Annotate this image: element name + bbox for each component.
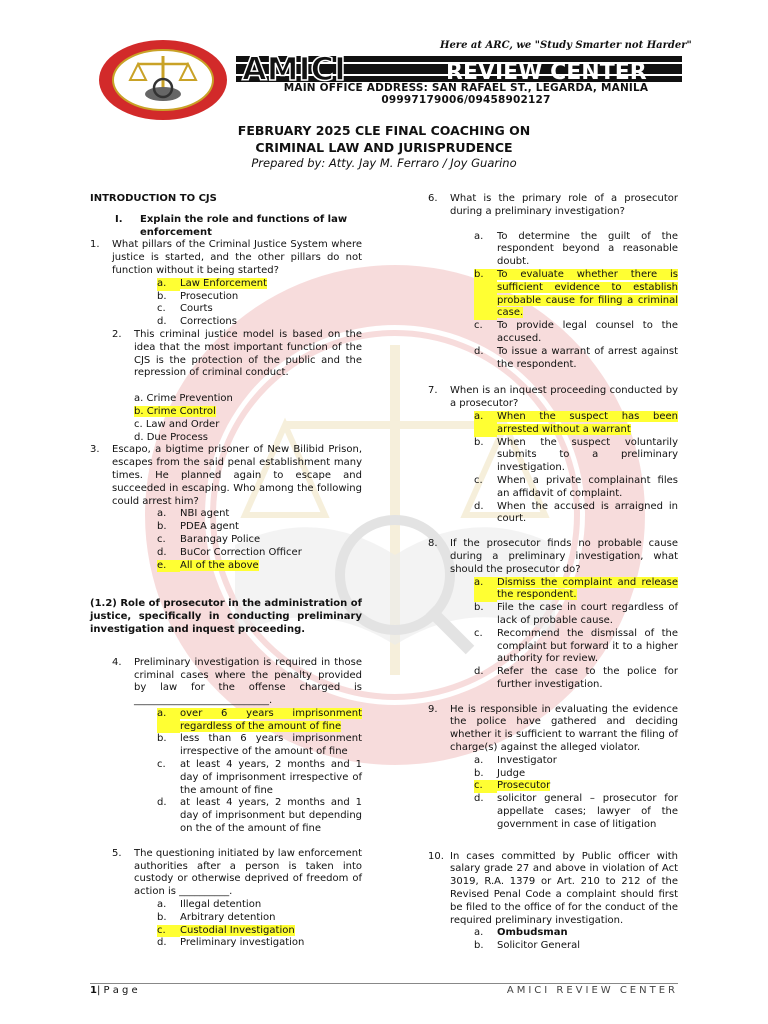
- option-text: Barangay Police: [180, 533, 261, 545]
- option-text: File the case in court regardless of lack of probable cause.: [497, 602, 678, 626]
- option-text: Refer the case to the police for further investigation.: [497, 666, 678, 690]
- answer-option: [474, 793, 678, 831]
- option-text: Recommend the dismissal of the complaint but forward it to a higher authority for review.: [497, 627, 678, 665]
- answer-option: [474, 411, 678, 437]
- option-text: Arbitrary detention: [180, 911, 276, 923]
- question-1-options: [157, 278, 362, 329]
- option-letter: b.: [474, 269, 497, 320]
- option-text: Illegal detention: [180, 899, 262, 911]
- option-text: at least 4 years, 2 months and 1 day of imprisonment but depending on the of the amount of fine: [180, 797, 362, 835]
- option-text: Judge: [497, 767, 526, 779]
- answer-option: [474, 320, 678, 346]
- question-3-options: [157, 508, 362, 572]
- answer-option: [157, 925, 362, 938]
- question-10: 10. In cases committed by Public officer with salary grade 27 and above in violation of Act 3019, R.A. 1379 or Art. 210 to 212 of the Revised Penal Code a complaint should first be filed to the office of for the conduct of the required preliminary investigation.: [428, 850, 678, 926]
- option-text: c. Law and Order: [134, 418, 220, 430]
- option-text: To provide legal counsel to the accused.: [497, 320, 678, 344]
- option-text: Prosecution: [180, 290, 239, 302]
- answer-option: [474, 437, 678, 475]
- answer-option: [157, 534, 362, 547]
- option-text: When the suspect has been arrested without a warrant: [497, 410, 678, 435]
- question-7: 7. When is an inquest proceeding conducted by a prosecutor?: [428, 385, 678, 410]
- option-letter: b.: [157, 521, 167, 533]
- option-letter: d.: [157, 546, 167, 558]
- answer-option: [157, 759, 362, 797]
- answer-option: [474, 501, 678, 527]
- option-text: When the accused is arraigned in court.: [497, 500, 678, 525]
- option-letter: d.: [157, 937, 167, 949]
- answer-option: [134, 432, 362, 445]
- answer-option: [157, 508, 362, 521]
- page-footer: [90, 983, 678, 998]
- option-letter: c.: [474, 320, 483, 332]
- question-8: 8. If the prosecutor finds no probable cause during a preliminary investigation, what should the prosecutor do?: [428, 538, 678, 575]
- option-letter: c.: [474, 474, 483, 486]
- option-text: at least 4 years, 2 months and 1 day of imprisonment irrespective of the amount of fine: [180, 759, 362, 796]
- option-letter: a.: [474, 927, 484, 939]
- option-text: To evaluate whether there is sufficient evidence to establish probable cause for filing a criminal case.: [497, 268, 678, 319]
- option-text: solicitor general – prosecutor for appellate cases; lawyer of the government in case of litigation: [497, 793, 678, 830]
- option-letter: b.: [474, 940, 484, 952]
- footer-center-name: AMICI REVIEW CENTER: [506, 985, 678, 996]
- question-8-options: [474, 577, 678, 692]
- brand-wordmark: [236, 50, 682, 86]
- answer-option: [474, 755, 678, 768]
- answer-option: [157, 708, 362, 734]
- option-letter: c.: [474, 780, 497, 793]
- option-text: NBI agent: [180, 508, 230, 520]
- answer-option: [157, 316, 362, 329]
- answer-option: [157, 521, 362, 534]
- option-letter: a.: [157, 508, 167, 520]
- document-title: [150, 122, 618, 156]
- answer-option: [474, 231, 678, 269]
- option-letter: b.: [474, 602, 484, 614]
- answer-option: [474, 940, 678, 953]
- option-text: When a private complainant files an affidavit of complaint.: [497, 474, 678, 499]
- brand-left-text: AMICI: [242, 50, 346, 86]
- option-letter: b.: [157, 911, 167, 923]
- answer-option: [474, 628, 678, 666]
- option-letter: a.: [157, 278, 180, 291]
- page-number: 1| P a g e: [90, 985, 138, 996]
- option-text: To determine the guilt of the respondent beyond a reasonable doubt.: [497, 230, 678, 268]
- option-letter: d.: [157, 316, 167, 328]
- option-text: a. Crime Prevention: [134, 393, 233, 405]
- answer-option: [134, 419, 362, 432]
- question-5-options: [157, 899, 362, 950]
- option-text: b. Crime Control: [134, 405, 216, 417]
- answer-option: [157, 733, 362, 759]
- option-text: PDEA agent: [180, 521, 239, 533]
- answer-option: [157, 303, 362, 316]
- question-2-options: [134, 393, 362, 444]
- answer-option: [474, 780, 678, 793]
- option-text: All of the above: [180, 559, 259, 571]
- question-2: 2. This criminal justice model is based on the idea that the most important function of the CJS is the protection of the public and the repression of criminal conduct.: [112, 328, 362, 379]
- option-text: over 6 years imprisonment regardless of the amount of fine: [180, 707, 362, 732]
- option-text: When the suspect voluntarily submits to a preliminary investigation.: [497, 436, 678, 474]
- option-text: Solicitor General: [497, 940, 581, 952]
- left-column: [90, 193, 362, 950]
- answer-option: [474, 269, 678, 320]
- answer-option: [157, 278, 362, 291]
- option-letter: b.: [157, 733, 167, 745]
- option-text: Prosecutor: [497, 780, 551, 792]
- answer-option: [134, 406, 362, 419]
- option-letter: d.: [474, 666, 484, 678]
- option-letter: d.: [474, 793, 484, 805]
- answer-option: [474, 666, 678, 692]
- option-text: To issue a warrant of arrest against the respondent.: [497, 345, 678, 370]
- section-2-heading: (1.2) Role of prosecutor in the administration of justice, specifically in conducting preliminary investigation and inquest proceeding.: [90, 598, 362, 635]
- question-1: 1. What pillars of the Criminal Justice System where justice is started, and the other pillars do not function without it being started?: [90, 239, 362, 276]
- answer-option: [474, 346, 678, 372]
- intro-heading: INTRODUCTION TO CJS: [90, 193, 217, 204]
- question-4-options: [157, 708, 362, 836]
- option-text: Custodial Investigation: [180, 924, 295, 936]
- answer-option: [474, 602, 678, 628]
- question-4: 4. Preliminary investigation is required in those criminal cases where the penalty provided by law for the offense charged is ___________________________.: [112, 656, 362, 707]
- option-letter: a.: [157, 708, 180, 734]
- option-letter: b.: [474, 767, 484, 779]
- header-address-block: [256, 82, 676, 106]
- answer-option: [474, 475, 678, 501]
- answer-option: [474, 927, 678, 940]
- office-address: MAIN OFFICE ADDRESS: SAN RAFAEL ST., LEGARDA, MANILA: [283, 82, 649, 94]
- answer-option: [134, 393, 362, 406]
- question-9: 9. He is responsible in evaluating the evidence the police have gathered and deciding whether it is sufficient to warrant the filing of charge(s) against the alleged violator.: [428, 703, 678, 754]
- answer-option: [157, 291, 362, 304]
- option-letter: b.: [157, 290, 167, 302]
- answer-option: [157, 797, 362, 835]
- question-6-options: [474, 231, 678, 372]
- question-3: 3. Escapo, a bigtime prisoner of New Bilibid Prison, escapes from the said penal establishment many times. He planned again to escape and succeeded in escaping. Who among the following could arrest him?: [90, 444, 362, 507]
- amici-seal-logo: [96, 38, 230, 122]
- option-text: Dismiss the complaint and release the respondent.: [497, 576, 678, 601]
- option-text: Preliminary investigation: [180, 937, 305, 949]
- option-text: d. Due Process: [134, 431, 209, 443]
- option-text: less than 6 years imprisonment irrespective of the amount of fine: [180, 733, 362, 758]
- brand-right-text: REVIEW CENTER: [446, 60, 647, 85]
- right-column: [428, 193, 678, 953]
- section-1-heading: I. Explain the role and functions of law enforcement: [115, 213, 348, 238]
- option-letter: e.: [157, 560, 180, 573]
- question-9-options: [474, 755, 678, 832]
- answer-option: [157, 547, 362, 560]
- option-letter: b.: [474, 436, 484, 448]
- question-5: 5. The questioning initiated by law enforcement authorities after a person is taken into custody or otherwise deprived of freedom of action is __________.: [112, 847, 362, 898]
- option-text: Law Enforcement: [180, 277, 268, 289]
- option-letter: c.: [157, 533, 166, 545]
- option-letter: a.: [474, 754, 484, 766]
- answer-option: [157, 899, 362, 912]
- option-letter: d.: [157, 797, 167, 809]
- option-letter: a.: [474, 577, 497, 603]
- title-line-1: FEBRUARY 2025 CLE FINAL COACHING ON: [237, 123, 531, 138]
- header-tagline: Here at ARC, we "Study Smarter not Harder": [440, 40, 692, 51]
- option-letter: d.: [474, 500, 484, 512]
- option-letter: d.: [474, 345, 484, 357]
- title-line-2: CRIMINAL LAW AND JURISPRUDENCE: [255, 140, 513, 155]
- answer-option: [157, 912, 362, 925]
- option-letter: c.: [157, 759, 166, 771]
- answer-option: [157, 560, 362, 573]
- option-letter: a.: [474, 411, 497, 437]
- option-text: Investigator: [497, 754, 557, 766]
- option-letter: c.: [474, 627, 483, 639]
- option-letter: c.: [157, 925, 180, 938]
- option-text: Corrections: [180, 316, 237, 328]
- answer-option: [474, 577, 678, 603]
- answer-option: [474, 768, 678, 781]
- office-phone: 09997179006/09458902127: [381, 94, 551, 106]
- question-7-options: [474, 411, 678, 526]
- option-text: BuCor Correction Officer: [180, 546, 302, 558]
- question-10-options: [474, 927, 678, 953]
- option-text: Courts: [180, 303, 213, 315]
- prepared-by: Prepared by: Atty. Jay M. Ferraro / Joy Guarino: [251, 156, 517, 170]
- question-6: 6. What is the primary role of a prosecutor during a preliminary investigation?: [428, 193, 678, 217]
- option-letter: a.: [157, 899, 167, 911]
- option-letter: a.: [474, 230, 484, 242]
- option-text: Ombudsman: [497, 927, 568, 939]
- option-letter: c.: [157, 303, 166, 315]
- answer-option: [157, 937, 362, 950]
